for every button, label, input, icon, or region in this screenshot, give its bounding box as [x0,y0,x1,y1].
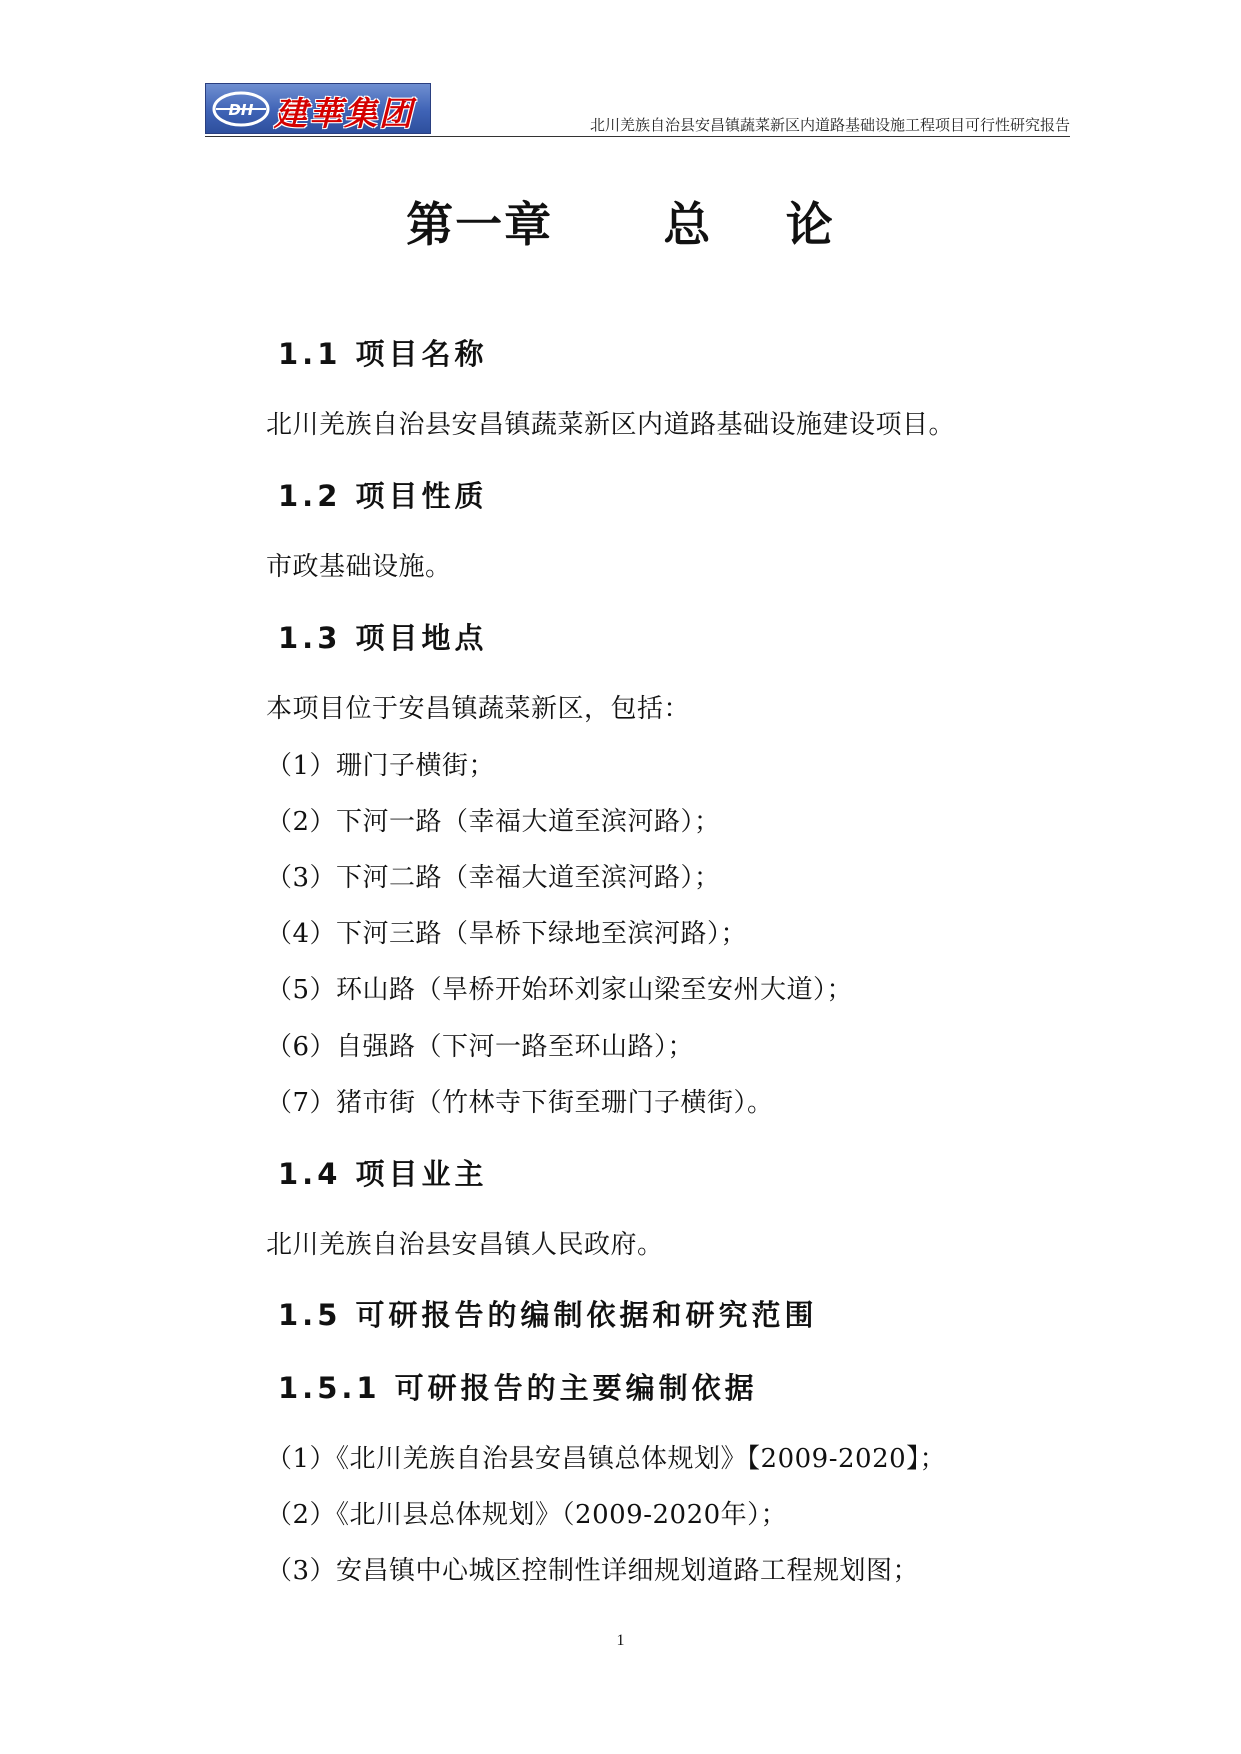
location-list-item: （3）下河二路（幸福大道至滨河路）； [266,863,721,893]
logo-mark-icon [212,89,270,129]
project-owner-text: 北川羌族自治县安昌镇人民政府。 [266,1230,664,1260]
location-list-item: （5）环山路（旱桥开始环刘家山梁至安州大道）； [266,975,854,1005]
section-heading-1-3: 1.3 项目地点 [278,621,488,655]
basis-list-item: （3）安昌镇中心城区控制性详细规划道路工程规划图； [266,1556,920,1586]
location-list-item: （2）下河一路（幸福大道至滨河路）； [266,807,721,837]
chapter-title: 第一章 总 论 [406,198,835,253]
logo-mark-text: DH [228,101,254,119]
section-heading-1-5: 1.5 可研报告的编制依据和研究范围 [278,1298,818,1332]
page-number: 1 [616,1632,625,1649]
page-header [205,83,1070,137]
section-heading-1-4: 1.4 项目业主 [278,1157,488,1191]
section-heading-1-1: 1.1 项目名称 [278,337,488,371]
project-name-text: 北川羌族自治县安昌镇蔬菜新区内道路基础设施建设项目。 [266,410,956,440]
logo-text: 建華集团 [274,94,414,133]
location-list-item: （6）自强路（下河一路至环山路）； [266,1032,695,1062]
section-heading-1-2: 1.2 项目性质 [278,479,488,513]
location-list-item: （4）下河三路（旱桥下绿地至滨河路）； [266,919,748,949]
header-divider [205,136,1070,137]
basis-list-item: （2）《北川县总体规划》（2009-2020年）； [266,1500,788,1530]
location-list-item: （1）珊门子横街； [266,751,496,781]
basis-list-item: （1）《北川羌族自治县安昌镇总体规划》【2009-2020】； [266,1444,947,1474]
company-logo [205,83,431,134]
header-title: 北川羌族自治县安昌镇蔬菜新区内道路基础设施工程项目可行性研究报告 [589,116,1070,134]
project-location-intro: 本项目位于安昌镇蔬菜新区，包括： [266,694,691,724]
section-heading-1-5-1: 1.5.1 可研报告的主要编制依据 [278,1371,758,1405]
project-nature-text: 市政基础设施。 [266,552,452,582]
location-list-item: （7）猪市街（竹林寺下街至珊门子横街）。 [266,1088,774,1118]
